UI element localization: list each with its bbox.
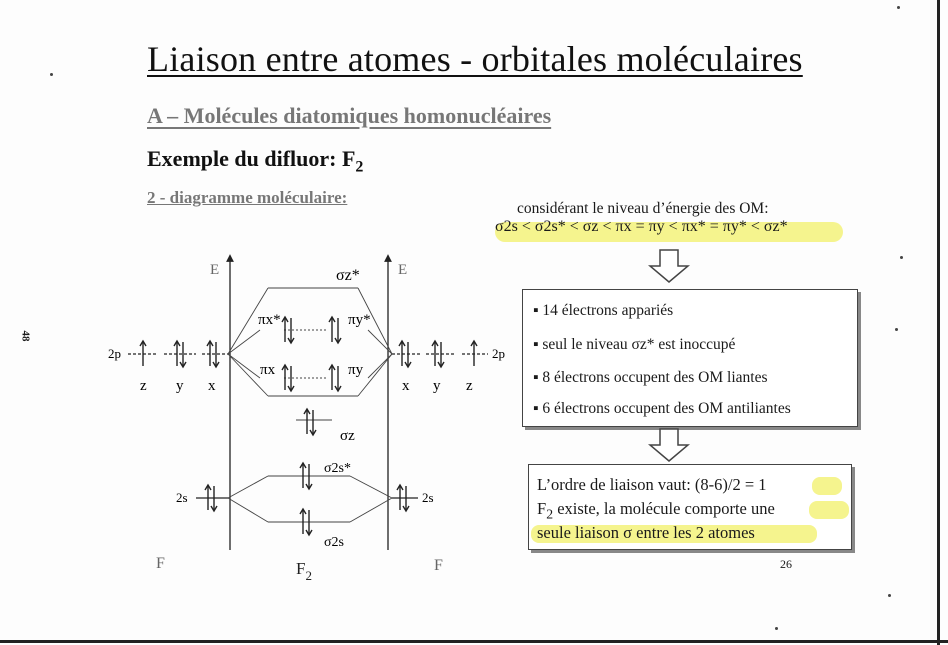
level-2s-label: 2s — [422, 490, 434, 505]
summary-box — [522, 289, 858, 427]
pi-electrons — [282, 365, 341, 391]
highlight-marker — [809, 501, 849, 519]
example-subscript: 2 — [355, 158, 364, 176]
pi-y-label: πy — [348, 362, 364, 378]
existence-text: existe, la molécule comporte une — [553, 499, 775, 518]
list-item: ▪ 14 électrons appariés — [533, 302, 674, 319]
list-item: ▪ seul le niveau σz* est inoccupé — [533, 336, 736, 353]
scan-speck — [50, 73, 53, 76]
level-2p-label: 2p — [492, 346, 505, 361]
scan-speck — [775, 627, 778, 630]
page-title: Liaison entre atomes - orbitales moléculaires — [147, 39, 803, 79]
scan-speck — [888, 594, 891, 597]
sigma-z-label: σz — [340, 428, 355, 444]
list-item-text: 14 électrons appariés — [542, 302, 674, 319]
molecule-label — [296, 559, 312, 583]
axis-label-z: z — [466, 378, 473, 394]
diagram-subheading: 2 - diagramme moléculaire: — [147, 188, 348, 207]
scan-speck — [900, 256, 903, 259]
slide-number: 26 — [780, 557, 792, 571]
sigma-bond-line: seule liaison σ entre les 2 atomes — [537, 523, 755, 542]
pi-x-label: πx — [260, 362, 276, 378]
axis-label-y: y — [433, 378, 441, 394]
energy-order-line — [495, 218, 845, 244]
energy-note: considérant le niveau d’énergie des OM: — [517, 200, 769, 217]
list-item-text: 8 électrons occupent des OM liantes — [542, 369, 768, 386]
sigma-2s-star-label: σ2s* — [324, 461, 351, 476]
frame-border-bottom — [0, 640, 948, 643]
axis-label-y: y — [176, 378, 184, 394]
correlation-lines-2s — [228, 476, 392, 522]
sigma-2s-label: σ2s — [324, 535, 344, 550]
energy-order-text: σ2s < σ2s* < σz < πx = πy < πx* = πy* < σz* — [495, 218, 788, 235]
frame-border-right — [937, 0, 940, 645]
molecule-subscript: 2 — [305, 568, 312, 583]
axis-label-z: z — [140, 378, 147, 394]
mo-diagram — [100, 250, 520, 585]
left-atom-label: F — [156, 555, 165, 572]
list-item-text: seul le niveau σz* est inoccupé — [542, 336, 736, 353]
axis-label-x: x — [208, 378, 216, 394]
sigma-z-star-label: σz* — [336, 267, 360, 284]
f-subscript: 2 — [546, 506, 554, 522]
conclusion-box — [528, 464, 852, 550]
sigma-z-electrons — [304, 409, 316, 435]
list-item: ▪ 6 électrons occupent des OM antiliantes — [533, 400, 791, 417]
molecule-symbol: F — [296, 559, 306, 578]
existence-line — [537, 499, 775, 522]
list-item-text: 6 électrons occupent des OM antiliantes — [542, 400, 791, 417]
level-2s-label: 2s — [176, 490, 188, 505]
pi-y-star-label: πy* — [348, 312, 371, 328]
energy-axis-label: E — [398, 262, 408, 278]
bond-order-line: L’ordre de liaison vaut: (8-6)/2 = 1 — [537, 475, 767, 494]
f-symbol: F — [537, 499, 547, 518]
correlation-lines-2p — [228, 288, 392, 420]
pi-star-electrons — [282, 317, 341, 343]
example-text: Exemple du difluor: F — [147, 146, 356, 171]
down-arrow-icon — [648, 427, 690, 463]
right-atom-label: F — [434, 557, 443, 574]
level-2p-label: 2p — [108, 346, 121, 361]
pi-x-star-label: πx* — [258, 312, 281, 328]
axis-label-x: x — [402, 378, 410, 394]
scan-speck — [897, 6, 900, 9]
example-heading — [147, 146, 363, 176]
section-heading: A – Molécules diatomiques homonucléaires — [147, 103, 552, 128]
side-page-number: 48 — [19, 330, 32, 342]
highlight-marker — [812, 477, 842, 495]
list-item: ▪ 8 électrons occupent des OM liantes — [533, 369, 768, 386]
down-arrow-icon — [648, 248, 690, 284]
scan-speck — [895, 328, 898, 331]
energy-axis-label: E — [210, 262, 220, 278]
